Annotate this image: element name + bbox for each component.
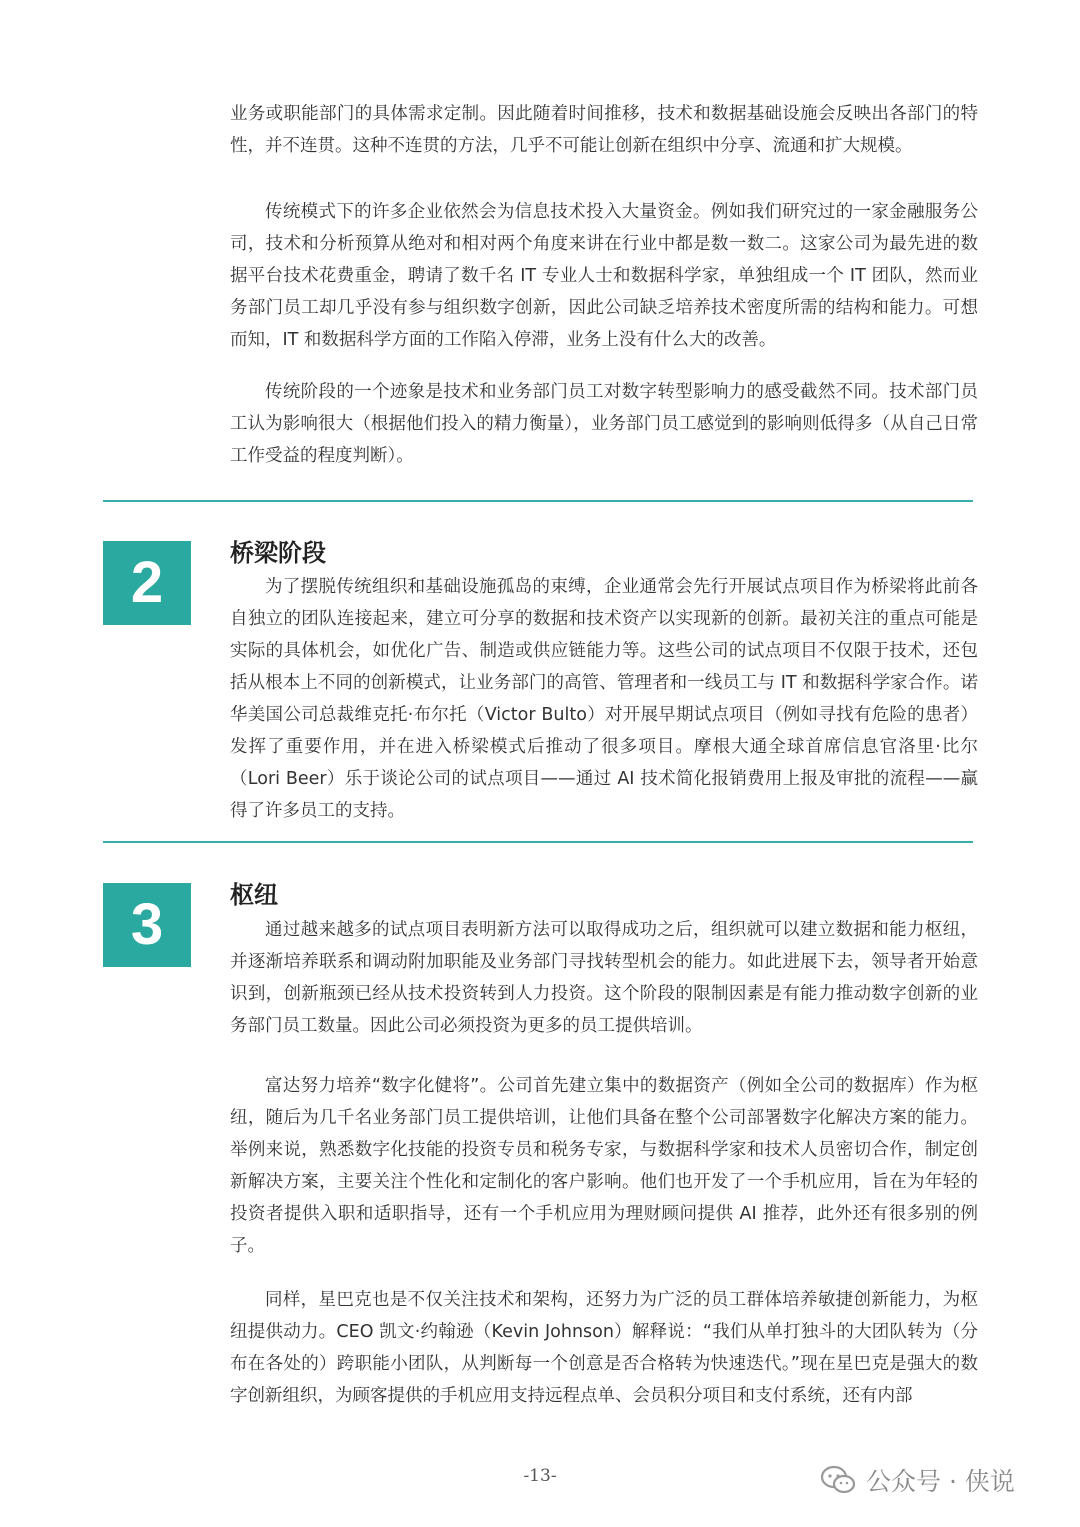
section-body-hub-1: 通过越来越多的试点项目表明新方法可以取得成功之后，组织就可以建立数据和能力枢纽，并逐渐培养联系和调动附加职能及业务部门寻找转型机会的能力。如此进展下去，领导者开始意识到，创新瓶颈已经从技术投资转到人力投资。这个阶段的限制因素是有能力推动数字创新的业务部门员工数量。因此公司必须投资为更多的员工提供培训。 <box>230 920 978 1036</box>
section-divider <box>103 841 973 843</box>
paragraph-traditional-investment: 传统模式下的许多企业依然会为信息技术投入大量资金。例如我们研究过的一家金融服务公司，技术和分析预算从绝对和相对两个角度来讲在行业中都是数一数二。这家公司为最先进的数据平台技术花费重金，聘请了数千名 IT 专业人士和数据科学家，单独组成一个 IT 团队，然而业务部门员工却几乎没有参与组织数字创新，因此公司缺乏培养技术密度所需的结构和能力。可想而知，IT 和数据科学方面的工作陷入停滞，业务上没有什么大的改善。 <box>230 202 978 350</box>
section-divider <box>103 500 973 502</box>
watermark <box>820 1460 1015 1500</box>
watermark-text: 公众号 · 侠说 <box>866 1467 1015 1496</box>
section-number-badge: 3 <box>103 883 191 967</box>
section-title-bridge: 桥梁阶段 <box>230 539 326 567</box>
section-body-hub-2: 富达努力培养“数字化健将”。公司首先建立集中的数据资产（例如全公司的数据库）作为枢纽，随后为几千名业务部门员工提供培训，让他们具备在整个公司部署数字化解决方案的能力。举例来说，熟悉数字化技能的投资专员和税务专家，与数据科学家和技术人员密切合作，制定创新解决方案，主要关注个性化和定制化的客户影响。他们也开发了一个手机应用，旨在为年轻的投资者提供入职和适职指导，还有一个手机应用为理财顾问提供 AI 推荐，此外还有很多别的例子。 <box>230 1076 978 1256</box>
wechat-icon <box>820 1465 856 1495</box>
section-body-hub-3: 同样，星巴克也是不仅关注技术和架构，还努力为广泛的员工群体培养敏捷创新能力，为枢纽提供动力。CEO 凯文·约翰逊（Kevin Johnson）解释说：“我们从单打独斗的大团队转为（分布在各处的）跨职能小团队，从判断每一个创意是否合格转为快速迭代。”现在星巴克是强大的数字创新组织，为顾客提供的手机应用支持远程点单、会员积分项目和支付系统，还有内部 <box>230 1290 978 1406</box>
paragraph-traditional-sign: 传统阶段的一个迹象是技术和业务部门员工对数字转型影响力的感受截然不同。技术部门员工认为影响很大（根据他们投入的精力衡量），业务部门员工感觉到的影响则低得多（从自己日常工作受益的程度判断）。 <box>230 382 978 466</box>
paragraph-continued: 业务或职能部门的具体需求定制。因此随着时间推移，技术和数据基础设施会反映出各部门的特性，并不连贯。这种不连贯的方法，几乎不可能让创新在组织中分享、流通和扩大规模。 <box>230 104 978 156</box>
section-number-badge: 2 <box>103 541 191 625</box>
page-number: -13- <box>523 1466 557 1486</box>
section-title-hub: 枢纽 <box>230 881 278 909</box>
section-body-bridge: 为了摆脱传统组织和基础设施孤岛的束缚，企业通常会先行开展试点项目作为桥梁将此前各自独立的团队连接起来，建立可分享的数据和技术资产以实现新的创新。最初关注的重点可能是实际的具体机会，如优化广告、制造或供应链能力等。这些公司的试点项目不仅限于技术，还包括从根本上不同的创新模式，让业务部门的高管、管理者和一线员工与 IT 和数据科学家合作。诺华美国公司总裁维克托·布尔托（Victor Bulto）对开展早期试点项目（例如寻找有危险的患者）发挥了重要作用，并在进入桥梁模式后推动了很多项目。摩根大通全球首席信息官洛里·比尔（Lori Beer）乐于谈论公司的试点项目——通过 AI 技术简化报销费用上报及审批的流程——赢得了许多员工的支持。 <box>230 577 978 821</box>
